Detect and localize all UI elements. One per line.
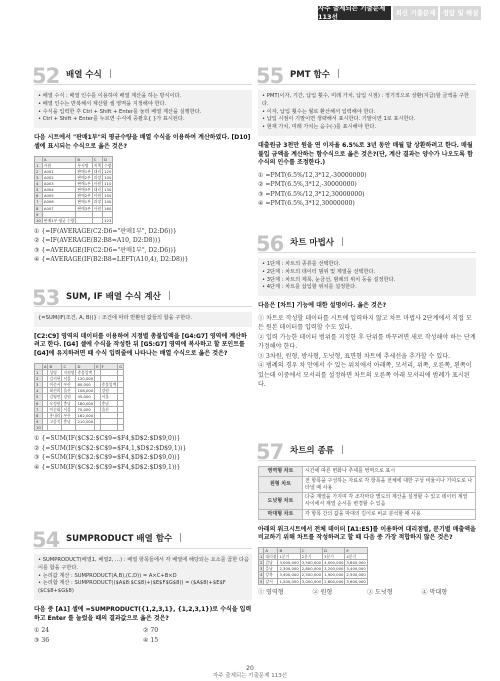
sheet-column-header: B: [48, 363, 62, 369]
sheet-cell: 강북: [264, 572, 278, 578]
sheet-cell: 울산: [100, 406, 118, 412]
sheet-cell: 2분기: [300, 554, 322, 560]
option-2: ② =PMT(6.5%,3*12,-30000000): [258, 181, 357, 189]
sheet-cell: 판매3부: [77, 205, 91, 211]
sheet-cell: 판매2부: [77, 193, 91, 199]
sheet-cell: 3,200,000: [324, 566, 344, 572]
sheet-cell: 판매3부: [77, 187, 91, 193]
option-3: ③ =PMT(6.5%/12,3*12,30000000): [258, 190, 365, 198]
option-3: ③ {=AVERAGE(IF(C2:D6="판매1부", D2:D6))}: [34, 246, 177, 254]
section-title: 차트의 종류: [290, 445, 343, 457]
sheet-row-number: 9: [35, 211, 43, 217]
sheet-column-header: A: [43, 363, 47, 369]
question: [C2:C9] 영역의 데이터를 이용하여 지정별 총불입액을 [G4:G7] 영역에 계산하려고 한다. [G4] 셀에 수식을 작성한 뒤 [G5:G7] 영역에 복사하고 할 포인트를 [G4]에 유지하려면 때 수식 입력줄에 나타나는 배열 수식으로 옳은 것은?: [34, 332, 247, 358]
sheet-column-header: E: [345, 547, 367, 553]
option-4: ④ 막대형: [421, 588, 448, 596]
sheet-cell: 75,000: [76, 406, 95, 412]
sheet-cell: 대리점: [265, 554, 277, 559]
question: 대출원금 3천만 원을 연 이자율 6.5%로 3년 동안 매월 말 상환하려고 한다. 매월 불입 금액을 계산하는 함수식으로 옳은 것은?(단, 계산 결과는 양수가 나오도록 함수식의 인수를 조정한다.): [258, 141, 473, 167]
sheet-row-number: 9: [35, 418, 43, 424]
section-header: [256, 63, 476, 88]
sheet-cell: 3,000,000: [301, 578, 322, 584]
section-header: [256, 439, 476, 464]
summary-line: • 2단계 : 차트의 데이터 범위 및 계열을 선택한다.: [262, 268, 376, 275]
section-header: [32, 285, 252, 310]
option-1: ① 차트로 작성할 데이터를 시트에 입력하지 않고 차트 마법사 2단계에서 직접 모든 원본 데이터를 입력할 수도 있다.: [258, 314, 472, 332]
option-1: ① 영역형: [258, 588, 284, 596]
section-54: [34, 527, 252, 645]
sheet-column-header: B: [76, 156, 92, 162]
sheet-row-number: 6: [35, 400, 43, 406]
sheet-cell: 판매1부: [77, 199, 91, 205]
sheet-cell: 충남: [62, 418, 76, 424]
question: 다음은 [차트] 기능에 대한 설명이다. 옳은 것은?: [258, 302, 387, 310]
summary-line: • Ctrl + Shift + Enter를 누르면 수식에 중괄호{ }가 표시된다.: [38, 116, 185, 123]
sheet-cell: 지점명: [63, 369, 75, 375]
option-1: ① 24: [34, 627, 50, 635]
sheet-row-number: 4: [35, 388, 43, 394]
section-title: SUM, IF 배열 수식 계산: [66, 291, 170, 303]
table-row: [259, 493, 476, 510]
sheet-cell: 판매1부: [77, 168, 91, 174]
sheet-cell: 판매2부: [77, 174, 91, 180]
sheet-cell: A007: [42, 205, 76, 211]
sheet-cell: 충남: [62, 400, 76, 406]
sheet-cell: 4분기: [345, 554, 367, 560]
summary-line: • 배열 수식 : 배열 인수를 이용하여 배열 계산을 하는 방식이다.: [38, 93, 182, 99]
sheet-cell: 3,500,000: [301, 560, 322, 566]
summary-line: • 납입 시점이 기말이면 생략해서 표시한다. 기말이면 1로 표시한다.: [262, 116, 416, 123]
sheet-row-number: 4: [35, 181, 43, 187]
type-desc: 각 항목 간의 값을 막대의 길이로 비교 분석할 때 사용: [303, 509, 476, 519]
summary-box: {=SUM(IF(조건, A, B))} : 조건에 따라 반환된 값들의 합을 구한다.: [34, 312, 252, 327]
sheet-cell: 강원: [62, 394, 76, 400]
sheet-column-header: D: [76, 363, 95, 369]
sheet-cell: 1,500,000: [279, 578, 299, 584]
sheet-cell: A001: [42, 168, 76, 174]
sheet-cell: 130: [104, 187, 112, 193]
sheet-cell: 120,000: [77, 376, 94, 382]
sheet-cell: 총불입액: [76, 369, 95, 375]
sheet-cell: 김영민: [49, 394, 61, 400]
sheet-cell: 사원: [93, 193, 102, 199]
sheet-cell: 2,300,000: [279, 566, 299, 572]
option-3: ③ 3차원, 원형, 방사형, 도넛형, 표면형 차트에 추세선을 추가할 수 있다.: [258, 352, 451, 360]
option-4: ④ =PMT(6.5%,3*12,30000000): [258, 200, 355, 208]
sheet-row-number: 8: [35, 205, 43, 211]
table-row: [259, 509, 476, 519]
sheet-cell: 서울: [62, 406, 76, 412]
sheet-cell: 이순화: [49, 406, 61, 412]
option-4: ④ 15: [143, 636, 159, 644]
sheet-cell: 이준서: [49, 382, 61, 388]
sheet-row-number: 3: [35, 382, 43, 388]
sheet-cell: [100, 425, 118, 431]
sheet-column-header: D: [323, 547, 345, 553]
option-2: ② 70: [143, 627, 159, 635]
sheet-cell: 울산: [62, 388, 76, 394]
sheet-column-header: G: [119, 363, 123, 369]
option-3: ③ 도넛형: [367, 588, 393, 596]
spreadsheet: [34, 156, 113, 224]
sheet-cell: 2,800,000: [324, 578, 344, 584]
option-2: ② {=IF(AVERAGE(B2:B8=A10, D2:D8))}: [34, 237, 162, 245]
question: 아래의 워크시트에서 전체 데이터 [A1:E5]를 이용하여 대리점별, 분기별 매출액을 비교하기 위해 차트를 작성하려고 할 때 다음 중 가장 적합하지 않은 것은?: [258, 525, 476, 542]
sheet-cell: 사원: [93, 181, 102, 187]
sheet-cell: 3,000,000: [279, 560, 299, 566]
sheet-cell: 직책: [93, 162, 102, 168]
table-row: [259, 467, 476, 477]
sheet-column-header: B: [278, 547, 300, 553]
sheet-column-header: A: [42, 156, 76, 162]
sheet-cell: A003: [42, 181, 76, 187]
section-55: [258, 63, 476, 209]
summary-line: • 배열 인수는 반복해서 계산할 셀 영역을 지정해야 한다.: [38, 100, 167, 107]
sheet-column-header: C: [300, 547, 322, 553]
sheet-cell: 갑남: [264, 560, 278, 566]
section-57: [258, 439, 476, 597]
sheet-cell: [48, 425, 62, 431]
sheet-row-number: 3: [260, 566, 263, 572]
section-number: 55: [256, 64, 284, 88]
sheet-cell: [76, 425, 95, 431]
sheet-cell: 강원: [100, 388, 118, 394]
section-number: 57: [256, 440, 284, 464]
sheet-cell: [76, 217, 92, 223]
sheet-cell: 부산: [62, 382, 76, 388]
sheet-column-header: A: [264, 547, 278, 553]
option-3: ③ {=SUM(IF($C$2:$C$9=$F4,$D$2:$D$9,0))}: [34, 454, 181, 462]
summary-line: • 1단계 : 차트의 종류를 선택한다.: [262, 261, 341, 267]
sheet-cell: 3분기: [323, 554, 345, 560]
sheet-cell: 충남: [100, 400, 118, 406]
sheet-cell: 1,900,000: [324, 572, 344, 578]
type-name: 원형 차트: [259, 476, 303, 493]
options: [258, 588, 476, 597]
sheet-row-number: 10: [36, 425, 41, 431]
sheet-cell: 대리: [93, 168, 102, 174]
question: 다음 중 [A1] 셀에 =SUMPRODUCT({1,2,3,1}, {1,2,3,1})로 수식을 입력하고 Enter 를 눌렀을 때의 결과값으로 옳은 것은?: [34, 605, 252, 622]
spreadsheet: [258, 547, 368, 585]
summary-box: [34, 90, 252, 128]
sheet-cell: A002: [42, 174, 76, 180]
sheet-cell: 판매1부: [77, 181, 91, 187]
sheet-column-header: C: [92, 156, 102, 162]
sheet-cell: 사원: [93, 205, 102, 211]
header-tab-recent: 최신 기출문제: [393, 6, 438, 20]
section-56: [258, 231, 476, 389]
option-1: ① =PMT(6.5%/12,3*12,-30000000): [258, 172, 367, 180]
type-name: 도넛형 차트: [259, 493, 303, 510]
summary-line: • 논리값 계산 : SUMPRODUCT(A,B),(C,D)) = A×C+B×D: [38, 572, 177, 579]
sheet-cell: 100: [104, 174, 112, 180]
header-tabs: [318, 6, 481, 20]
sheet-cell: 210,000: [77, 418, 94, 424]
option-4: ④ {=SUM(IF($C$2:$C$9=$F4,$D$2:$D$9,1))}: [34, 463, 181, 471]
options: [34, 227, 252, 265]
section-number: 53: [32, 286, 60, 310]
type-desc: 시간에 따른 변화나 추세를 영역으로 표시: [303, 467, 476, 477]
sheet-cell: 35,000: [76, 394, 95, 400]
sheet-cell: 홍내리: [49, 412, 61, 418]
option-4: ④ 범례의 경우 차 안에서 수 있는 위치에서 아래쪽, 모서리, 위쪽, 오른쪽, 왼쪽이 있는데 이중에서 모서리를 설정하면 차트의 오른쪽 아래 모서리에 범례가 표시된다.: [258, 362, 472, 388]
summary-box: [34, 554, 252, 600]
sheet-cell: 80,000: [76, 382, 95, 388]
sheet-column-header: C: [62, 363, 76, 369]
sheet-row-number: 1: [35, 369, 43, 375]
summary-line: • 4단계 : 차트를 삽입할 위치를 설정한다.: [262, 284, 357, 291]
sheet-column-header: E: [96, 363, 99, 369]
option-3: ③ 36: [34, 636, 50, 644]
footer-title: 자주 출제되는 기출문제 113선: [212, 673, 288, 680]
type-desc: 전 항목을 구성하는 자료로 각 항목을 전체에 대한 구성 비율이나 기여도로 나타낼 때 사용: [303, 476, 476, 493]
page-header: [0, 0, 500, 34]
sheet-cell: A005: [42, 193, 76, 199]
sheet-row-number: 4: [260, 572, 263, 578]
header-tab-active: 자주 출제되는 기출문제 113선: [318, 6, 391, 20]
page-number: 20: [246, 665, 254, 672]
sheet-row-number: 5: [35, 187, 43, 193]
sheet-cell: 110: [104, 181, 112, 187]
sheet-cell: 사원: [42, 162, 76, 168]
sheet-row-number: 6: [35, 193, 43, 199]
options: [258, 171, 476, 209]
sheet-cell: [118, 425, 124, 431]
question: 다음 시트에서 "판매1부"의 평균수량을 배열 수식을 이용하여 계산하였다. [D10] 셀에 표시되는 수식으로 옳은 것은?: [34, 134, 251, 150]
section-header: [32, 527, 252, 552]
sheet-row-number: 1: [260, 554, 263, 559]
summary-line: • 논리합 계산 : SUMPRODUCT(($A$8:$C$8)+($E$F$G$8)) = ($A$8)+$E$F ($C$8+$G$8): [38, 580, 226, 595]
page-footer: [0, 665, 500, 678]
sheet-cell: 2,800,000: [301, 566, 322, 572]
sheet-cell: 김지현: [49, 376, 61, 382]
option-1: ① {=IF(AVERAGE(C2:D6="판매1부", D2:D6))}: [34, 227, 177, 235]
sheet-cell: 4,000,000: [324, 560, 344, 566]
option-1: ① {=SUM(IF($C$2:$C$9=$F4,$D$2:$D$9,0))}: [34, 435, 181, 443]
sheet-row-number: 5: [35, 394, 43, 400]
sheet-cell: 3,600,000: [346, 578, 366, 584]
summary-line: • 3단계 : 차트의 제목, 눈금선, 범례의 위치 등을 설정한다.: [262, 276, 396, 283]
sheet-row-number: 7: [35, 199, 43, 205]
sheet-cell: 2,500,000: [301, 572, 322, 578]
sheet-cell: 3,400,000: [346, 566, 366, 572]
sheet-column-header: D: [103, 156, 113, 162]
summary-line: • SUMPRODUCT(배열1, 배열2, …) : 배열 항목들에서 각 배열에 해당되는 요소를 곱한 다음 이를 합을 구한다.: [38, 557, 249, 571]
sheet-cell: 1분기: [278, 554, 300, 560]
section-number: 52: [32, 64, 60, 88]
sheet-cell: 을남: [264, 566, 278, 572]
sheet-column-header: F: [100, 363, 118, 369]
sheet-row: [259, 578, 368, 584]
sheet-cell: 성명: [48, 369, 62, 375]
sheet-cell: 123: [104, 217, 112, 223]
spreadsheet: [34, 363, 124, 431]
summary-box: [258, 258, 476, 296]
chart-types-table: [258, 466, 476, 520]
sheet-cell: 오정현: [49, 400, 61, 406]
sheet-cell: 150: [104, 193, 112, 199]
type-desc: 다중 계열을 가지며 각 조각마다 별도의 계산을 설정할 수 있고 데이터 계열 사이에서 계열 순서를 변경할 수 있음: [303, 493, 476, 510]
sheet-cell: 3,800,000: [346, 560, 366, 566]
section-52: [34, 63, 252, 265]
section-title: PMT 함수: [290, 69, 339, 81]
section-header: [32, 63, 252, 88]
summary-line: • 이자, 납입 횟수는 월로 환산해서 입력해야 한다.: [262, 108, 376, 115]
sheet-cell: 160: [104, 205, 112, 211]
sheet-cell: 180,000: [77, 400, 94, 406]
sheet-cell: A006: [42, 199, 76, 205]
table-row: [259, 476, 476, 493]
sheet-cell: 2,500,000: [346, 572, 366, 578]
type-name: 영역형 차트: [259, 467, 303, 477]
sheet-cell: 서울: [62, 376, 76, 382]
section-number: 54: [32, 528, 60, 552]
sheet-cell: 140: [104, 199, 112, 205]
sheet-row-number: 5: [260, 578, 263, 584]
section-title: 배열 수식: [66, 69, 111, 81]
sheet-cell: 108,000: [77, 388, 94, 394]
sheet-row-number: 2: [35, 376, 43, 382]
section-title: SUMPRODUCT 배열 함수: [66, 533, 181, 545]
sheet-row-number: 3: [35, 174, 43, 180]
sheet-cell: 과장: [93, 174, 102, 180]
sheet-row-number: 1: [35, 162, 43, 168]
summary-line: • PMT(이자, 기간, 납입 횟수, 미래 가치, 납입 시점) : 정기적으로 상환(지급)할 금액을 구한다.: [262, 93, 470, 107]
sheet-row-number: 10: [36, 217, 41, 223]
sheet-cell: 과장: [93, 199, 102, 205]
sheet-cell: 대리: [93, 187, 102, 193]
option-4: ④ {=AVERAGE(IF(B2:B8=LEFT(A10,4), D2:D8))}: [34, 256, 189, 264]
sheet-cell: 서울: [100, 394, 118, 400]
options: [258, 314, 476, 390]
section-title: 차트 마법사: [290, 237, 343, 249]
sheet-cell: 162,000: [77, 412, 94, 418]
section-53: [34, 285, 252, 472]
section-number: 56: [256, 232, 284, 256]
summary-line: • 수식을 입력한 후 Ctrl + Shift + Enter를 눌러 배열 계산을 실행한다.: [38, 108, 202, 115]
sheet-cell: 강서: [264, 578, 278, 584]
options: [34, 434, 252, 472]
summary-box: [258, 90, 476, 136]
section-header: [256, 231, 476, 256]
sheet-cell: 수량: [104, 162, 112, 168]
summary-line: • 현재 가치, 미래 가치는 음수(-)를 표시해야 한다.: [262, 124, 377, 131]
sheet-cell: 총불입액: [101, 382, 117, 388]
option-2: ② {=SUM(IF($C$2:$C$9=$F4,1,$D$2:$D$9,1))}: [34, 444, 187, 452]
option-2: ② 원형: [312, 588, 333, 596]
option-2: ② 입력 가능한 데이터 범위를 지정한 후 단위를 바꾸려면 새로 작성해야 하는 단계 가정해야 한다.: [258, 333, 476, 351]
sheet-cell: A004: [42, 187, 76, 193]
sheet-row: [35, 217, 113, 223]
type-name: 막대형 차트: [259, 509, 303, 519]
sheet-row-number: 8: [35, 412, 43, 418]
sheet-cell: 최진희: [49, 388, 61, 394]
sheet-cell: 120: [104, 168, 112, 174]
sheet-row-number: 7: [35, 406, 43, 412]
sheet-cell: 부산: [62, 412, 76, 418]
sheet-cell: [92, 217, 102, 223]
sheet-row-number: 2: [35, 168, 43, 174]
sheet-cell: 고종석: [49, 418, 61, 424]
sheet-cell: 부서명: [76, 162, 92, 168]
sheet-row-number: 2: [260, 560, 263, 566]
sheet-row: [35, 425, 124, 431]
sheet-cell: 판매1부 평균 수량: [43, 217, 75, 223]
header-tab-answers: 정답 및 해설: [440, 6, 481, 20]
sheet-cell: [62, 425, 76, 431]
sheet-cell: 3,400,000: [279, 572, 299, 578]
options: [34, 626, 252, 645]
